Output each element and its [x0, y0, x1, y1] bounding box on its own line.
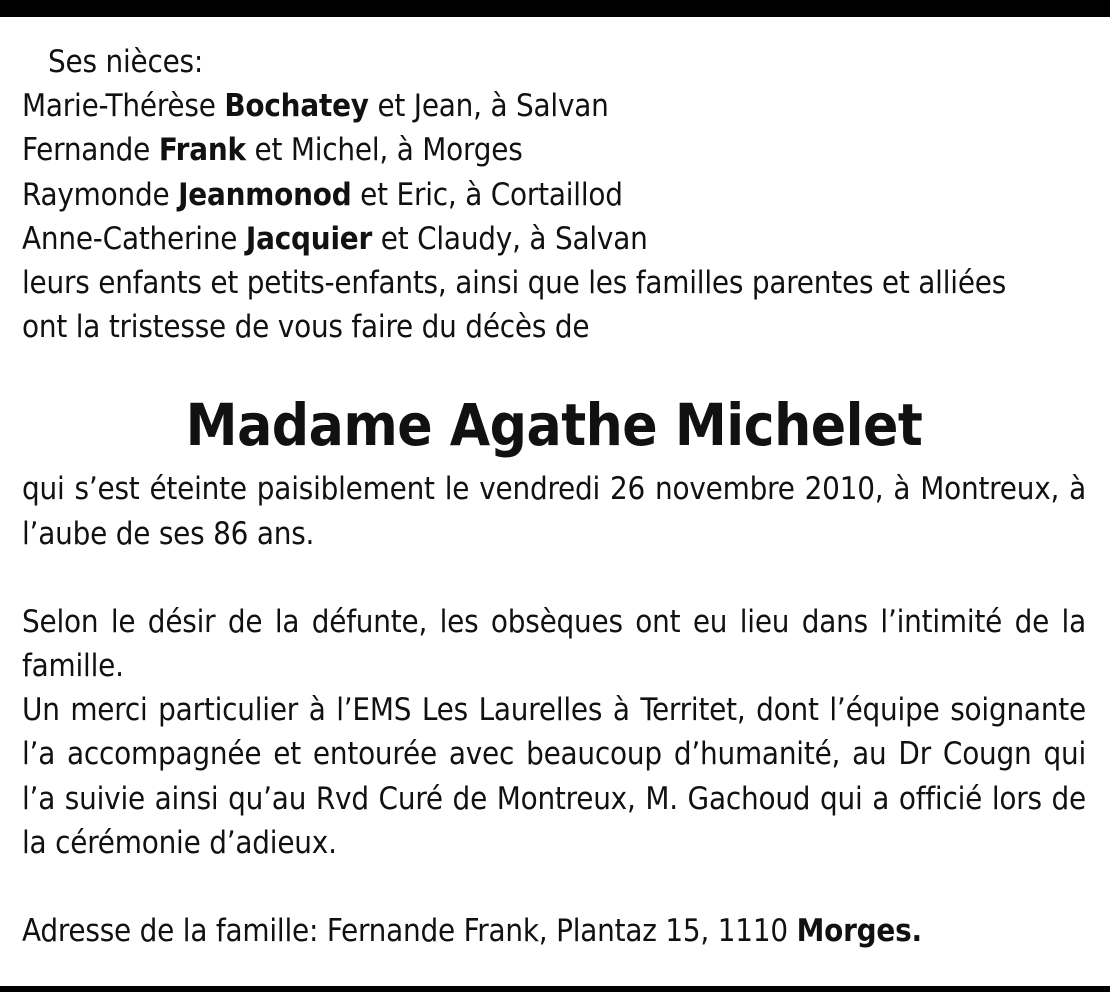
niece-first-name: Fernande — [22, 132, 151, 169]
niece-surname: Jeanmonod — [178, 176, 352, 213]
address-city: Morges. — [796, 913, 922, 950]
niece-details: et Jean, à Salvan — [377, 88, 609, 125]
niece-details: et Eric, à Cortaillod — [360, 176, 623, 213]
death-paragraph: qui s’est éteinte paisiblement le vendredi 26 novembre 2010, à Montreux, à l’aube de ses 86 ans. — [22, 471, 1086, 552]
niece-first-name: Raymonde — [22, 176, 170, 213]
niece-surname: Frank — [158, 132, 246, 169]
niece-details: et Michel, à Morges — [254, 132, 523, 169]
address-text: Adresse de la famille: Fernande Frank, Plantaz 15, 1110 — [22, 913, 788, 950]
paragraph-spacer — [22, 865, 1086, 909]
family-address — [22, 909, 1086, 953]
top-border-rule — [0, 0, 1110, 17]
funeral-paragraph: Selon le désir de la défunte, les obsèques ont eu lieu dans l’intimité de la famille. — [22, 603, 1086, 685]
intro-line: Ses nièces: — [48, 44, 204, 80]
niece-line — [22, 217, 1086, 261]
obituary-notice — [22, 40, 1086, 953]
niece-surname: Bochatey — [224, 88, 369, 125]
niece-first-name: Marie-Thérèse — [22, 88, 216, 125]
niece-surname: Jacquier — [245, 220, 373, 257]
paragraph-spacer — [22, 556, 1086, 600]
niece-line — [22, 173, 1086, 217]
deceased-name-heading: Madame Agathe Michelet — [185, 391, 923, 460]
niece-line — [22, 84, 1086, 128]
niece-first-name: Anne-Catherine — [22, 220, 238, 257]
sadness-line: ont la tristesse de vous faire du décès de — [22, 309, 590, 346]
thanks-paragraph: Un merci particulier à l’EMS Les Laurelles à Territet, dont l’équipe soignante l’a accompagnée et entourée avec beaucoup d’humanité, au Dr Cougn qui l’a suivie ainsi qu’au Rvd Curé de Montreux, M. Gachoud qui a officié lors de la cérémonie d’adieux. — [22, 692, 1086, 861]
family-line: leurs enfants et petits-enfants, ainsi que les familles parentes et alliées — [22, 265, 1007, 302]
niece-details: et Claudy, à Salvan — [380, 220, 648, 257]
bottom-border-rule — [0, 986, 1110, 992]
niece-line — [22, 128, 1086, 172]
